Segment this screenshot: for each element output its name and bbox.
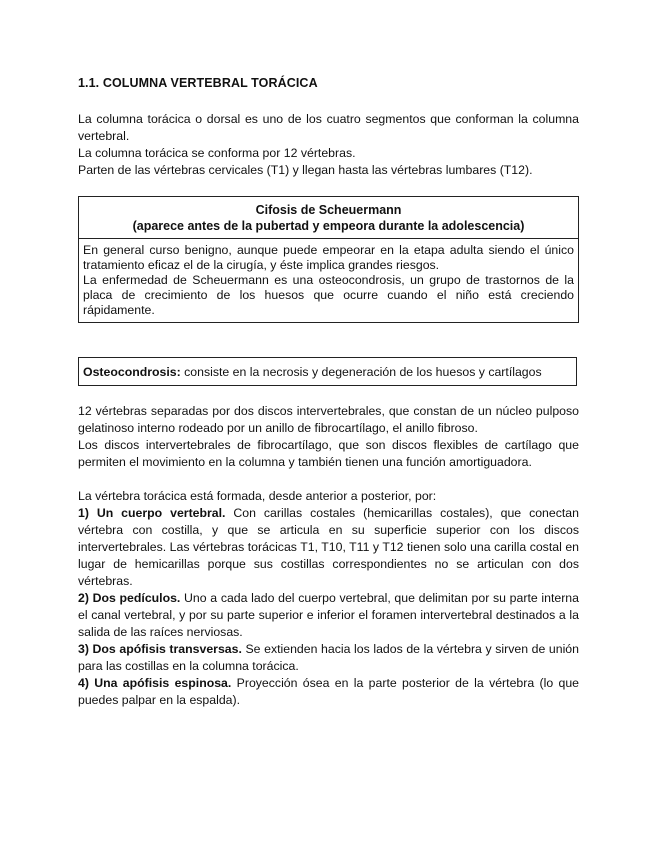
structure-item-2 <box>78 590 579 641</box>
section-heading: 1.1. COLUMNA VERTEBRAL TORÁCICA <box>78 76 318 90</box>
osteocondrosis-term: Osteocondrosis: <box>83 365 181 379</box>
structure-item-1-term: 1) Un cuerpo vertebral. <box>78 506 226 520</box>
osteocondrosis-definition: consiste en la necrosis y degeneración de los huesos y cartílagos <box>180 365 542 379</box>
scheuermann-subtitle: (aparece antes de la pubertad y empeora durante la adolescencia) <box>132 219 525 233</box>
structure-item-4-term: 4) Una apófisis espinosa. <box>78 676 232 690</box>
scheuermann-body-paragraph-1: En general curso benigno, aunque puede empeorar en la etapa adulta siendo el único tratamiento eficaz el de la cirugía, y éste implica grandes riesgos. <box>83 243 574 272</box>
structure-item-2-text: Uno a cada lado del cuerpo vertebral, que delimitan por su parte interna el canal vertebral, y por su parte superior e inferior el foramen intervertebral destinados a la salida de las raíces nerviosas. <box>78 591 579 639</box>
scheuermann-box-header <box>79 197 578 239</box>
structure-item-4 <box>78 675 579 709</box>
structure-item-1-text: Con carillas costales (hemicarillas costales), que conectan vértebra con costilla, y que se articula en su superficie superior con los discos intervertebrales. Las vértebras torácicas T1, T10, T11 y T12 tienen solo una carilla costal en lugar de hemicarillas porque sus costillas correspondientes no se articulan con dos vértebras. <box>78 506 579 588</box>
structure-item-3 <box>78 641 579 675</box>
structure-item-2-term: 2) Dos pedículos. <box>78 591 181 605</box>
structure-item-4-text: Proyección ósea en la parte posterior de la vértebra (lo que puedes palpar en la espalda). <box>78 676 579 707</box>
scheuermann-box-body <box>79 239 578 322</box>
discs-paragraph-2: Los discos intervertebrales de fibrocartílago, que son discos flexibles de cartílago que permiten el movimiento en la columna y también tienen una función amortiguadora. <box>78 438 579 469</box>
scheuermann-title: Cifosis de Scheuermann <box>255 203 402 217</box>
structure-item-3-text: Se extienden hacia los lados de la vértebra y sirven de unión para las costillas en la columna torácica. <box>78 642 579 673</box>
scheuermann-body-paragraph-2: La enfermedad de Scheuermann es una osteocondrosis, un grupo de trastornos de la placa de crecimiento de los huesos que ocurre cuando el niño está creciendo rápidamente. <box>83 273 574 317</box>
intro-paragraph-1: La columna torácica o dorsal es uno de los cuatro segmentos que conforman la columna vertebral. <box>78 112 579 143</box>
intro-paragraph-3: Parten de las vértebras cervicales (T1) y llegan hasta las vértebras lumbares (T12). <box>78 163 533 177</box>
scheuermann-box <box>78 196 579 323</box>
discs-paragraph-1: 12 vértebras separadas por dos discos intervertebrales, que constan de un núcleo pulposo gelatinoso interno rodeado por un anillo de fibrocartílago, el anillo fibroso. <box>78 404 579 435</box>
structure-item-1 <box>78 505 579 590</box>
structure-intro: La vértebra torácica está formada, desde anterior a posterior, por: <box>78 489 437 503</box>
structure-item-3-term: 3) Dos apófisis transversas. <box>78 642 242 656</box>
osteocondrosis-box <box>78 357 577 386</box>
intro-paragraph-2: La columna torácica se conforma por 12 vértebras. <box>78 146 356 160</box>
